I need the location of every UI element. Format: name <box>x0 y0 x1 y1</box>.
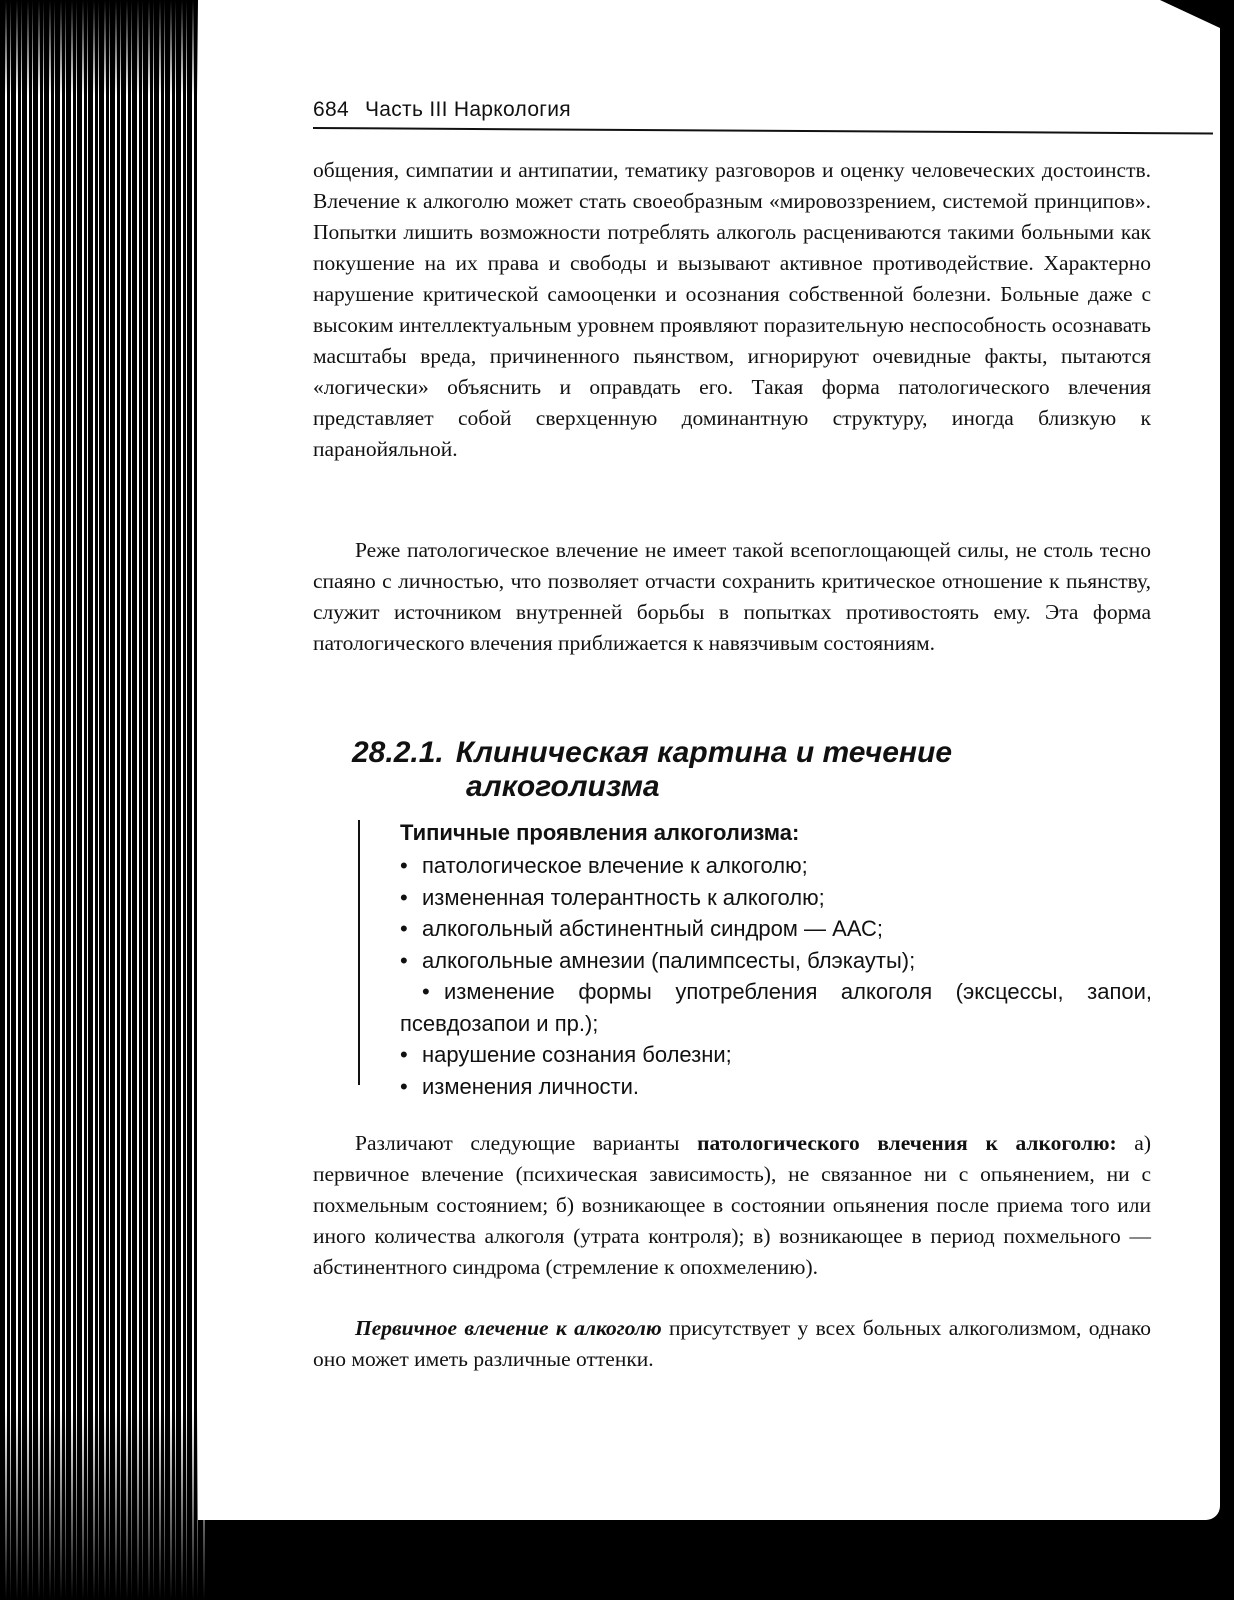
emphasis-term: Первичное влечение к алкоголю <box>355 1316 662 1340</box>
list-item: • алкогольные амнезии (палимпсесты, блэкауты); <box>400 945 1152 977</box>
section-title-line2: алкоголизма <box>466 770 660 803</box>
summary-box-title: Типичные проявления алкоголизма: <box>400 820 800 845</box>
bullet-icon: • <box>400 947 408 973</box>
running-title: Часть III Наркология <box>364 98 571 121</box>
page-number: 684 <box>313 98 349 121</box>
bullet-icon: • <box>400 1073 408 1099</box>
list-item: • алкогольный абстинентный синдром — ААС; <box>400 913 1152 945</box>
bullet-icon: • <box>400 884 408 910</box>
paragraph-4: Первичное влечение к алкоголю присутствует у всех больных алкоголизмом, однако оно может иметь различные оттенки. <box>313 1316 1151 1371</box>
list-item: • изменение формы употребления алкоголя (эксцессы, запои, псевдозапои и пр.); <box>400 979 1152 1036</box>
list-item: • измененная толерантность к алкоголю; <box>400 882 1152 914</box>
section-number: 28.2.1. <box>352 736 444 769</box>
running-header <box>313 98 1213 122</box>
section-title-line1: Клиническая картина и течение <box>455 736 953 769</box>
list-item: • патологическое влечение к алкоголю; <box>400 850 1152 882</box>
section-heading <box>352 736 1152 804</box>
paragraph-3: Различают следующие варианты патологического влечения к алкоголю: а) первичное влечение (психическая зависимость), не связанное ни с опьянением, ни с похмельным состоянием; б) возникающее в состоянии опьянения после приема того или иного количества алкоголя (утрата контроля); в) возникающее в период похмельного — абстинентного синдрома (стремление к опохмелению). <box>313 1131 1152 1279</box>
book-page-stack <box>0 0 205 1600</box>
list-item: • изменения личности. <box>400 1071 1152 1103</box>
bullet-icon: • <box>400 916 408 941</box>
page-corner-shadow <box>1160 0 1220 28</box>
summary-box <box>358 820 1155 1099</box>
list-item: • нарушение сознания болезни; <box>400 1039 1152 1071</box>
emphasis-term: патологического влечения к алкоголю: <box>697 1131 1117 1155</box>
summary-list <box>400 850 1152 1102</box>
paragraph-1: общения, симпатии и антипатии, тематику разговоров и оценку человеческих достоинств. Влечение к алкоголю может стать своеобразным «мировоззрением, системой принципов». Попытки лишить возможности потреблять алкоголь расцениваются такими больными как покушение на их права и свободы и вызывают активное противодействие. Характерно нарушение критической самооценки и осознания собственной болезни. Больные даже с высоким интеллектуальным уровнем проявляют поразительную неспособность осознавать масштабы вреда, причиненного пьянством, игнорируют очевидные факты, пытаются «логически» объяснить и оправдать его. Такая форма патологического влечения представляет собой сверхценную доминантную структуру, иногда близкую к паранойяльной. <box>313 158 1151 461</box>
paragraph-2: Реже патологическое влечение не имеет такой всепоглощающей силы, не столь тесно спаяно с личностью, что позволяет отчасти сохранить критическое отношение к пьянству, служит источником внутренней борьбы в попытках противостоять ему. Эта форма патологического влечения приближается к навязчивым состояниям. <box>313 538 1151 655</box>
bullet-icon: • <box>400 1042 408 1067</box>
bullet-icon: • <box>400 853 408 878</box>
